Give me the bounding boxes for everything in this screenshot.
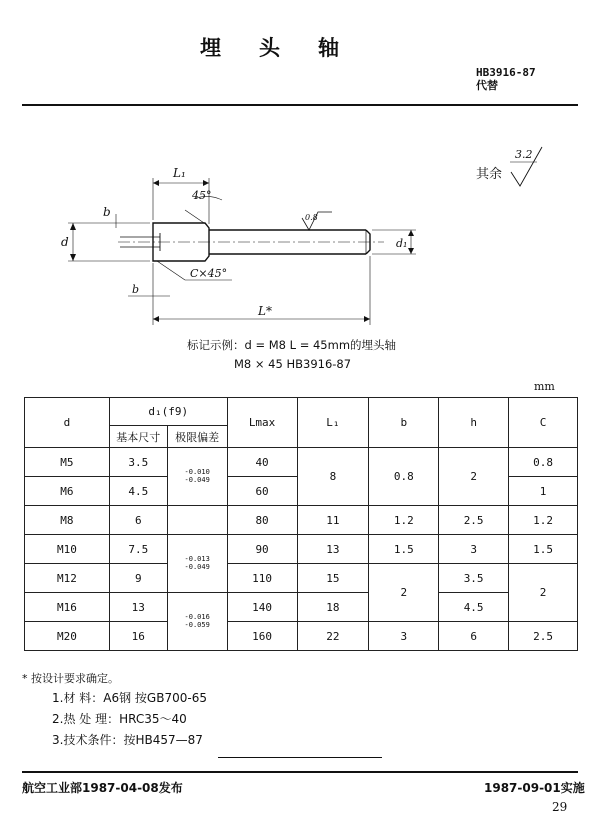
table-row [25, 448, 578, 477]
cell-tol-2 [167, 535, 227, 593]
header-b: b [369, 398, 439, 448]
cell-b: 1.2 [369, 506, 439, 535]
cell-d1: 16 [109, 622, 167, 651]
header-rule [22, 104, 578, 106]
header-lmax: Lmax [227, 398, 297, 448]
dimension-table [24, 397, 578, 651]
roughness-general-value: 3.2 [515, 148, 533, 161]
marking-example-code: M8 × 45 HB3916-87 [234, 357, 352, 371]
cell-lmax: 140 [227, 593, 297, 622]
cell-b: 3 [369, 622, 439, 651]
cell-d1: 3.5 [109, 448, 167, 477]
header-d: d [25, 398, 110, 448]
header-d1-basic: 基本尺寸 [109, 426, 167, 448]
tol-lower: -0.049 [184, 563, 210, 571]
cell-c: 1.2 [509, 506, 578, 535]
cell-d1: 4.5 [109, 477, 167, 506]
table-row [25, 593, 578, 622]
standard-replaces: 代替 [476, 79, 498, 92]
cell-c: 0.8 [509, 448, 578, 477]
cell-c: 1.5 [509, 535, 578, 564]
header-l1: L₁ [297, 398, 369, 448]
cell-lmax: 60 [227, 477, 297, 506]
note-material: 1.材 料：A6钢 按GB700-65 [52, 691, 207, 705]
cell-lmax: 110 [227, 564, 297, 593]
cell-lmax: 160 [227, 622, 297, 651]
cell-b: 0.8 [369, 448, 439, 506]
footer-rule [22, 771, 578, 773]
cell-tol-1 [167, 448, 227, 506]
cell-lmax: 90 [227, 535, 297, 564]
label-b-top: b [103, 205, 111, 219]
cell-b: 2 [369, 564, 439, 622]
cell-h: 3 [439, 535, 509, 564]
cell-d1: 6 [109, 506, 167, 535]
cell-d1: 9 [109, 564, 167, 593]
header-d1: d₁(f9) [109, 398, 227, 426]
cell-h: 2.5 [439, 506, 509, 535]
cell-d: M20 [25, 622, 110, 651]
cell-lmax: 40 [227, 448, 297, 477]
cell-tol-empty [167, 506, 227, 535]
tol-upper: -0.013 [184, 555, 210, 563]
label-d1: d₁ [396, 237, 408, 250]
cell-d: M16 [25, 593, 110, 622]
tol-lower: -0.049 [184, 476, 210, 484]
cell-l1: 18 [297, 593, 369, 622]
cell-c: 2.5 [509, 622, 578, 651]
cell-d: M5 [25, 448, 110, 477]
header-d1-tol: 极限偏差 [167, 426, 227, 448]
cell-l1: 8 [297, 448, 369, 506]
tol-lower: -0.059 [184, 621, 210, 629]
roughness-general-prefix: 其余 [476, 167, 503, 182]
notes-end-rule [218, 757, 382, 758]
effective-date: 1987-09-01实施 [484, 781, 585, 795]
cell-h: 3.5 [439, 564, 509, 593]
standard-number [476, 66, 536, 92]
label-b-bottom: b [132, 283, 140, 296]
cell-b: 1.5 [369, 535, 439, 564]
table-row [25, 622, 578, 651]
roughness-shaft-value: 0.8 [305, 213, 318, 222]
note-heat-treatment: 2.热 处 理：HRC35～40 [52, 712, 187, 726]
cell-h: 6 [439, 622, 509, 651]
label-angle: 45° [192, 189, 212, 202]
cell-d1: 13 [109, 593, 167, 622]
cell-c: 2 [509, 564, 578, 622]
cell-lmax: 80 [227, 506, 297, 535]
asterisk-note: * 按设计要求确定。 [22, 672, 119, 685]
technical-drawing [0, 120, 600, 365]
tol-upper: -0.010 [184, 468, 210, 476]
cell-l1: 11 [297, 506, 369, 535]
cell-d: M8 [25, 506, 110, 535]
issue-date: 航空工业部1987-04-08发布 [22, 781, 183, 795]
table-row [25, 506, 578, 535]
label-L: L* [258, 304, 272, 318]
cell-d: M12 [25, 564, 110, 593]
page-number: 29 [552, 800, 568, 814]
cell-h: 4.5 [439, 593, 509, 622]
table-row [25, 564, 578, 593]
cell-d: M10 [25, 535, 110, 564]
label-chamfer: C×45° [190, 267, 228, 280]
cell-l1: 13 [297, 535, 369, 564]
label-L1: L₁ [173, 166, 186, 180]
tol-upper: -0.016 [184, 613, 210, 621]
cell-l1: 15 [297, 564, 369, 593]
cell-tol-3 [167, 593, 227, 651]
standard-code: HB3916-87 [476, 66, 536, 79]
label-d: d [61, 235, 69, 249]
cell-h: 2 [439, 448, 509, 506]
header-c: C [509, 398, 578, 448]
header-h: h [439, 398, 509, 448]
marking-example [187, 337, 396, 353]
cell-l1: 22 [297, 622, 369, 651]
table-row [25, 535, 578, 564]
note-technical-conditions: 3.技术条件：按HB457—87 [52, 733, 203, 747]
page-title: 埋头轴 [200, 36, 377, 60]
unit-label: mm [534, 380, 555, 393]
marking-example-line1: 标记示例：d = M8 L = 45mm的埋头轴 [187, 338, 397, 352]
cell-d: M6 [25, 477, 110, 506]
cell-d1: 7.5 [109, 535, 167, 564]
cell-c: 1 [509, 477, 578, 506]
